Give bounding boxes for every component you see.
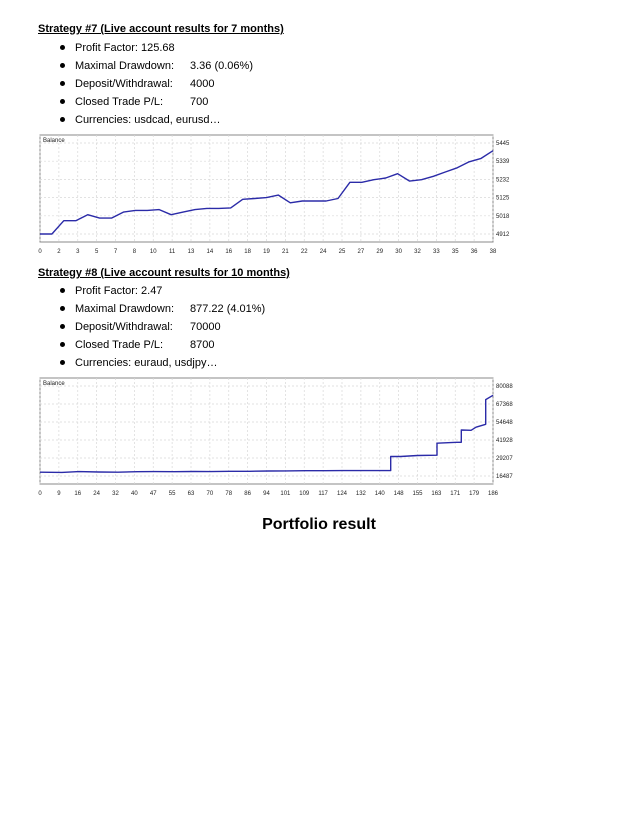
x-tick-label: 78 — [225, 491, 233, 497]
x-tick-label: 24 — [319, 249, 327, 255]
x-tick-label: 140 — [374, 491, 385, 497]
y-tick-label: 4912 — [496, 232, 510, 238]
chart-svg — [38, 133, 521, 256]
x-tick-label: 55 — [168, 491, 176, 497]
y-tick-label: 5232 — [496, 177, 510, 184]
x-tick-label: 25 — [338, 249, 346, 255]
x-tick-label: 32 — [414, 249, 421, 255]
x-tick-label: 179 — [469, 491, 480, 497]
x-tick-label: 30 — [395, 249, 402, 255]
x-tick-label: 9 — [57, 491, 61, 497]
x-tick-label: 11 — [169, 249, 176, 255]
x-tick-label: 21 — [282, 249, 289, 255]
x-tick-label: 10 — [149, 249, 157, 255]
x-tick-label: 33 — [433, 249, 440, 255]
x-tick-label: 2 — [57, 249, 61, 255]
x-tick-label: 0 — [38, 491, 42, 497]
x-tick-label: 18 — [244, 249, 251, 255]
y-tick-label: 5445 — [496, 141, 510, 147]
y-tick-label: 80088 — [496, 384, 513, 390]
x-tick-label: 47 — [149, 491, 157, 497]
x-tick-label: 124 — [336, 491, 348, 497]
y-tick-label: 5018 — [496, 213, 510, 220]
x-tick-label: 16 — [74, 491, 82, 497]
x-tick-label: 29 — [376, 249, 384, 255]
chart-title: Balance — [43, 138, 65, 144]
strategy7-list — [60, 39, 253, 129]
y-tick-label: 5125 — [496, 195, 510, 202]
x-tick-label: 0 — [38, 249, 42, 255]
x-tick-label: 70 — [206, 491, 214, 497]
x-tick-label: 3 — [76, 249, 80, 255]
x-tick-label: 155 — [412, 491, 423, 497]
x-tick-label: 16 — [225, 249, 233, 255]
balance-chart-strategy8 — [38, 376, 521, 498]
x-tick-label: 86 — [244, 491, 251, 497]
list-item: Closed Trade P/L: 8700 — [60, 336, 265, 354]
x-tick-label: 35 — [451, 249, 459, 255]
list-item: Currencies: usdcad, eurusd… — [60, 111, 253, 129]
list-item: Deposit/Withdrawal: 70000 — [60, 318, 265, 336]
strategy7-heading: Strategy #7 (Live account results for 7 months) — [38, 23, 284, 35]
y-tick-label: 54648 — [496, 420, 513, 426]
x-tick-label: 117 — [318, 491, 328, 497]
chart-title: Balance — [43, 381, 65, 387]
x-tick-label: 40 — [131, 491, 138, 497]
portfolio-title: Portfolio result — [262, 516, 376, 533]
list-item: Deposit/Withdrawal: 4000 — [60, 75, 253, 93]
x-tick-label: 32 — [112, 491, 119, 497]
x-tick-label: 38 — [489, 249, 497, 255]
y-tick-label: 41928 — [496, 438, 513, 444]
x-tick-label: 7 — [113, 249, 118, 255]
list-item: Closed Trade P/L: 700 — [60, 93, 253, 111]
list-item: Profit Factor: 125.68 — [60, 39, 253, 57]
x-tick-label: 8 — [132, 249, 137, 255]
y-tick-label: 67368 — [496, 402, 513, 408]
x-tick-label: 171 — [450, 491, 461, 497]
x-tick-label: 94 — [263, 491, 270, 497]
y-tick-label: 29207 — [496, 456, 513, 462]
x-tick-label: 109 — [299, 491, 310, 497]
x-tick-label: 14 — [206, 249, 214, 255]
x-tick-label: 186 — [487, 491, 499, 497]
y-tick-label: 5339 — [496, 159, 510, 166]
x-tick-label: 5 — [94, 249, 99, 255]
list-item: Maximal Drawdown: 3.36 (0.06%) — [60, 57, 253, 75]
x-tick-label: 24 — [93, 491, 100, 497]
strategy8-list — [60, 282, 265, 372]
list-item: Currencies: euraud, usdjpy… — [60, 354, 265, 372]
x-tick-label: 132 — [355, 491, 366, 497]
x-tick-label: 163 — [431, 491, 442, 497]
y-tick-label: 16487 — [496, 474, 513, 480]
x-tick-label: 36 — [470, 249, 478, 255]
chart-svg — [38, 376, 521, 498]
x-tick-label: 27 — [357, 249, 365, 255]
x-tick-label: 22 — [300, 249, 308, 255]
x-tick-label: 148 — [393, 491, 404, 497]
balance-chart-strategy7 — [38, 133, 521, 256]
x-tick-label: 13 — [187, 249, 195, 255]
x-tick-label: 63 — [187, 491, 195, 497]
list-item: Maximal Drawdown: 877.22 (4.01%) — [60, 300, 265, 318]
list-item: Profit Factor: 2.47 — [60, 282, 265, 300]
strategy8-heading: Strategy #8 (Live account results for 10 months) — [38, 267, 290, 279]
x-tick-label: 101 — [280, 491, 291, 497]
x-tick-label: 19 — [263, 249, 270, 255]
